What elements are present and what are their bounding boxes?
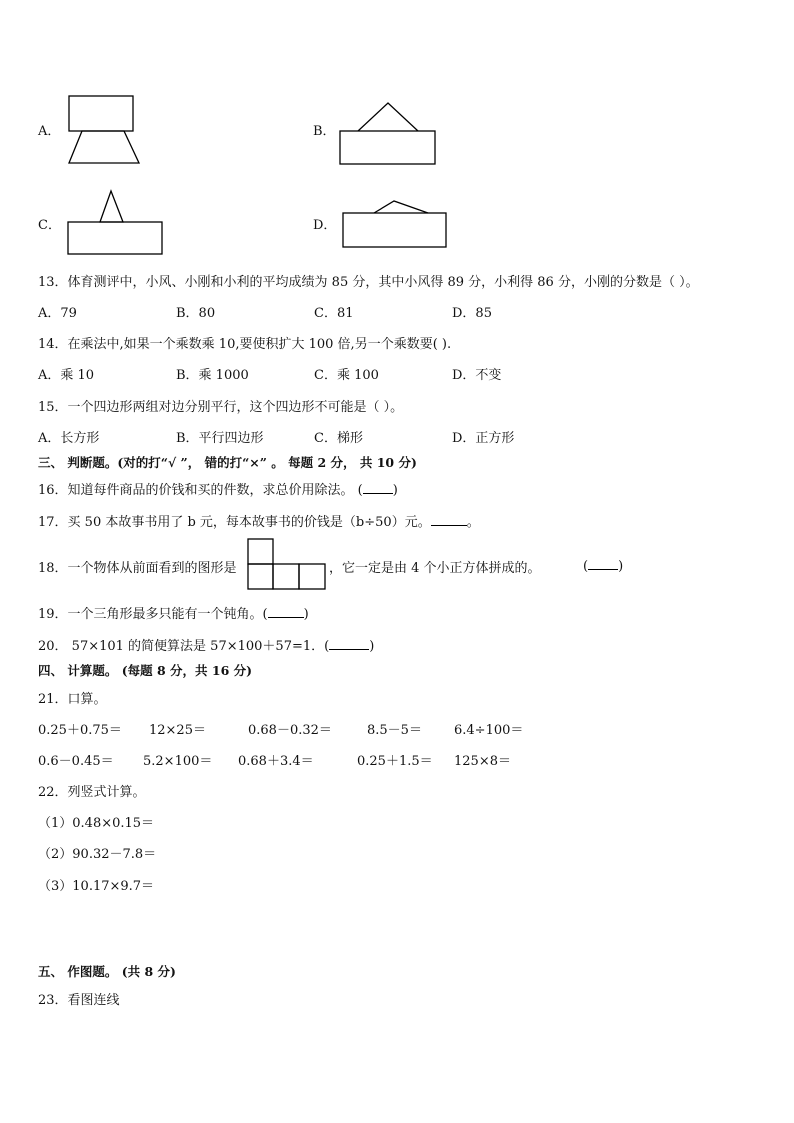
question-15: 15．一个四边形两组对边分别平行，这个四边形不可能是（ ）。: [38, 400, 404, 415]
column-calc-item: （2）90.32－7.8＝: [38, 847, 157, 862]
column-calc-item: （3）10.17×9.7＝: [38, 879, 155, 894]
mental-math-item: 0.25＋0.75＝: [38, 723, 122, 738]
question-18-close: ): [618, 559, 624, 574]
q14-option-b: B．乘 1000: [176, 368, 249, 383]
question-20-text: 20． 57×101 的简便算法是 57×100＋57=1．(: [38, 639, 330, 654]
q15-option-c: C．梯形: [314, 431, 363, 446]
question-19-close: ): [303, 607, 309, 622]
mental-math-item: 5.2×100＝: [143, 754, 213, 769]
q14-option-d: D．不变: [452, 368, 502, 383]
q18-front-view-figure: [247, 538, 329, 592]
question-20: [38, 635, 374, 654]
question-14: 14．在乘法中,如果一个乘数乘 10,要使积扩大 100 倍,另一个乘数要( ).: [38, 337, 452, 352]
question-23-title: 23．看图连线: [38, 993, 120, 1008]
q13-option-d: D．85: [452, 306, 492, 321]
q18-square-top: [248, 539, 273, 564]
section-4-heading: 四、 计算题。 (每题 8 分，共 16 分): [38, 663, 253, 678]
mental-math-item: 12×25＝: [149, 723, 206, 738]
shape-c-figure: [67, 190, 165, 256]
mental-math-item: 0.68＋3.4＝: [238, 754, 314, 769]
mental-math-item: 8.5－5＝: [367, 723, 422, 738]
q18-square-bottom-1: [248, 564, 273, 589]
question-17-tail: 。: [466, 515, 480, 530]
q15-option-d: D．正方形: [452, 431, 515, 446]
q14-option-a: A．乘 10: [38, 368, 95, 383]
shape-c-triangle: [100, 191, 123, 222]
q15-option-a: A．长方形: [38, 431, 100, 446]
shape-a-rectangle: [69, 96, 133, 131]
q18-square-bottom-2: [273, 564, 299, 589]
option-b-label: B．: [313, 124, 336, 139]
question-21-title: 21．口算。: [38, 692, 107, 707]
question-16-close: ): [392, 483, 398, 498]
q13-option-c: C．81: [314, 306, 354, 321]
mental-math-item: 0.25＋1.5＝: [357, 754, 433, 769]
shape-a-trapezoid: [69, 131, 139, 163]
q13-option-b: B．80: [176, 306, 216, 321]
shape-b-figure: [338, 100, 438, 166]
question-18-text-b: ，它一定是由 4 个小正方体拼成的。: [329, 561, 541, 576]
section-5-heading: 五、 作图题。 (共 8 分): [38, 964, 176, 979]
shape-a-figure: [66, 95, 146, 165]
question-16: [38, 479, 398, 498]
question-17: [38, 511, 480, 530]
option-d-label: D．: [313, 218, 337, 233]
column-calc-item: （1）0.48×0.15＝: [38, 816, 155, 831]
question-18-open: (: [583, 559, 589, 574]
question-16-text: 16．知道每件商品的价钱和买的件数，求总价用除法。 (: [38, 483, 363, 498]
option-a-label: A．: [38, 124, 61, 139]
mental-math-item: 0.68－0.32＝: [248, 723, 332, 738]
option-c-label: C．: [38, 218, 61, 233]
question-18-answer: [583, 557, 623, 574]
shape-c-rectangle: [68, 222, 162, 254]
question-18-text-a: 18．一个物体从前面看到的图形是: [38, 561, 237, 576]
question-13: 13．体育测评中，小风、小刚和小利的平均成绩为 85 分，其中小风得 89 分，小利得 86 分，小刚的分数是（ ）。: [38, 275, 699, 290]
question-20-close: ): [369, 639, 375, 654]
answer-blank[interactable]: [431, 513, 467, 526]
mental-math-item: 0.6－0.45＝: [38, 754, 114, 769]
q15-option-b: B．平行四边形: [176, 431, 264, 446]
question-17-text: 17．买 50 本故事书用了 b 元，每本故事书的价钱是（b÷50）元。: [38, 515, 431, 530]
shape-d-triangle: [374, 201, 428, 213]
mental-math-item: 125×8＝: [454, 754, 511, 769]
shape-d-rectangle: [343, 213, 446, 247]
question-19: [38, 603, 309, 622]
q14-option-c: C．乘 100: [314, 368, 379, 383]
q18-square-bottom-3: [299, 564, 325, 589]
answer-blank[interactable]: [588, 557, 618, 570]
shape-d-figure: [342, 198, 448, 250]
shape-b-rectangle: [340, 131, 435, 164]
shape-b-triangle: [358, 103, 418, 131]
question-19-text: 19．一个三角形最多只能有一个钝角。(: [38, 607, 268, 622]
section-3-heading: 三、 判断题。(对的打“√ ”， 错的打“×” 。 每题 2 分， 共 10 分): [38, 455, 417, 470]
q13-option-a: A．79: [38, 306, 77, 321]
question-22-title: 22．列竖式计算。: [38, 785, 146, 800]
answer-blank[interactable]: [329, 637, 369, 650]
answer-blank[interactable]: [268, 605, 304, 618]
mental-math-item: 6.4÷100＝: [454, 723, 524, 738]
answer-blank[interactable]: [363, 481, 393, 494]
